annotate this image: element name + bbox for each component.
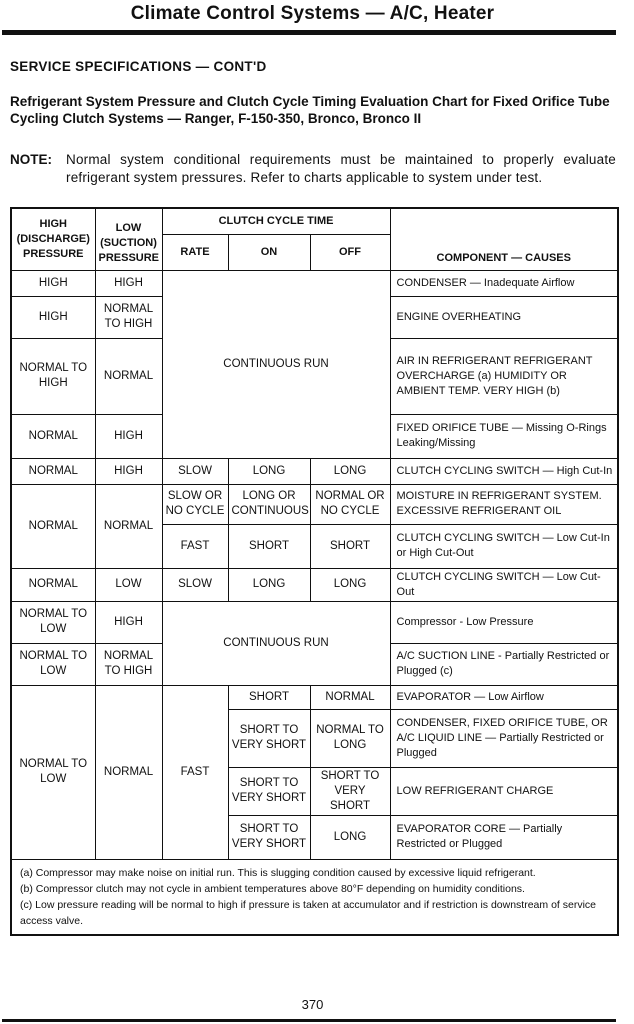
on-cell: SHORT TO VERY SHORT (228, 767, 310, 815)
high-pressure-cell: NORMAL TO LOW (11, 685, 95, 859)
header-off: OFF (310, 234, 390, 270)
evaluation-chart-table (10, 207, 619, 936)
cause-cell: CLUTCH CYCLING SWITCH — Low Cut-Out (390, 568, 618, 601)
on-cell: SHORT (228, 524, 310, 568)
section-heading: SERVICE SPECIFICATIONS — CONT'D (10, 59, 267, 74)
cause-cell: CONDENSER — Inadequate Airflow (390, 270, 618, 296)
header-low-pressure: LOW (SUCTION) PRESSURE (95, 208, 162, 270)
cause-cell: AIR IN REFRIGERANT REFRIGERANT OVERCHARGE (a) HUMIDITY OR AMBIENT TEMP. VERY HIGH (b) (390, 338, 618, 414)
low-pressure-cell: NORMAL (95, 484, 162, 568)
off-cell: NORMAL TO LONG (310, 709, 390, 767)
chart-heading: Refrigerant System Pressure and Clutch Cycle Timing Evaluation Chart for Fixed Orifice Tube Cycling Clutch Systems — Ranger, F-150-350, Bronco, Bronco II (10, 94, 610, 126)
high-pressure-cell: HIGH (11, 296, 95, 338)
high-pressure-cell: NORMAL (11, 458, 95, 484)
high-pressure-cell: NORMAL (11, 484, 95, 568)
high-pressure-cell: HIGH (11, 270, 95, 296)
off-cell: SHORT (310, 524, 390, 568)
high-pressure-cell: NORMAL TO LOW (11, 601, 95, 643)
off-cell: LONG (310, 458, 390, 484)
on-cell: LONG (228, 568, 310, 601)
rate-cell: SLOW OR NO CYCLE (162, 484, 228, 524)
table-row (11, 568, 618, 601)
on-cell: LONG OR CONTINUOUS (228, 484, 310, 524)
cause-cell: CLUTCH CYCLING SWITCH — Low Cut-In or High Cut-Out (390, 524, 618, 568)
footnote-b: (b) Compressor clutch may not cycle in ambient temperatures above 80°F depending on humidity conditions. (20, 882, 525, 895)
rate-cell: SLOW (162, 568, 228, 601)
cause-cell: CLUTCH CYCLING SWITCH — High Cut-In (390, 458, 618, 484)
low-pressure-cell: LOW (95, 568, 162, 601)
cause-cell: ENGINE OVERHEATING (390, 296, 618, 338)
rate-cell: FAST (162, 524, 228, 568)
on-cell: LONG (228, 458, 310, 484)
high-pressure-cell: NORMAL TO LOW (11, 643, 95, 685)
off-cell: NORMAL OR NO CYCLE (310, 484, 390, 524)
cause-cell: A/C SUCTION LINE - Partially Restricted or Plugged (c) (390, 643, 618, 685)
low-pressure-cell: NORMAL (95, 685, 162, 859)
table-row (11, 601, 618, 643)
off-cell: SHORT TO VERY SHORT (310, 767, 390, 815)
title-rule (2, 30, 616, 35)
bottom-rule (2, 1019, 616, 1022)
header-high-pressure: HIGH (DISCHARGE) PRESSURE (11, 208, 95, 270)
high-pressure-cell: NORMAL TO HIGH (11, 338, 95, 414)
low-pressure-cell: HIGH (95, 414, 162, 458)
rate-cell: SLOW (162, 458, 228, 484)
on-cell: SHORT (228, 685, 310, 709)
off-cell: LONG (310, 815, 390, 859)
note-text: Normal system conditional requirements must be maintained to properly evaluate refrigerant system pressures. Refer to charts applicable to system under test. (66, 152, 616, 185)
note-label: NOTE: (10, 152, 52, 167)
on-cell: SHORT TO VERY SHORT (228, 709, 310, 767)
high-pressure-cell: NORMAL (11, 568, 95, 601)
footnote-c: (c) Low pressure reading will be normal to high if pressure is taken at accumulator and if restriction is downstream of service access valve. (20, 898, 596, 927)
cause-cell: MOISTURE IN REFRIGERANT SYSTEM. EXCESSIVE REFRIGERANT OIL (390, 484, 618, 524)
table-row (11, 484, 618, 524)
page-number: 370 (301, 997, 324, 1012)
table-row (11, 270, 618, 296)
header-rate: RATE (162, 234, 228, 270)
off-cell: NORMAL (310, 685, 390, 709)
cause-cell: CONDENSER, FIXED ORIFICE TUBE, OR A/C LIQUID LINE — Partially Restricted or Plugged (390, 709, 618, 767)
cause-cell: Compressor - Low Pressure (390, 601, 618, 643)
off-cell: LONG (310, 568, 390, 601)
on-cell: SHORT TO VERY SHORT (228, 815, 310, 859)
low-pressure-cell: HIGH (95, 270, 162, 296)
low-pressure-cell: NORMAL TO HIGH (95, 296, 162, 338)
low-pressure-cell: HIGH (95, 601, 162, 643)
table-row (11, 458, 618, 484)
low-pressure-cell: NORMAL (95, 338, 162, 414)
low-pressure-cell: NORMAL TO HIGH (95, 643, 162, 685)
footnote-a: (a) Compressor may make noise on initial run. This is slugging condition caused by excessive liquid refrigerant. (20, 866, 536, 879)
rate-cell: FAST (162, 685, 228, 859)
footnotes-row (11, 859, 618, 935)
cause-cell: LOW REFRIGERANT CHARGE (390, 767, 618, 815)
footnotes (11, 859, 618, 935)
high-pressure-cell: NORMAL (11, 414, 95, 458)
continuous-run-cell: CONTINUOUS RUN (162, 270, 390, 458)
header-component-causes: COMPONENT — CAUSES (390, 208, 618, 270)
table-row (11, 685, 618, 709)
cause-cell: EVAPORATOR CORE — Partially Restricted or Plugged (390, 815, 618, 859)
low-pressure-cell: HIGH (95, 458, 162, 484)
header-on: ON (228, 234, 310, 270)
header-clutch-cycle-time: CLUTCH CYCLE TIME (162, 208, 390, 234)
cause-cell: EVAPORATOR — Low Airflow (390, 685, 618, 709)
continuous-run-cell: CONTINUOUS RUN (162, 601, 390, 685)
page-title: Climate Control Systems — A/C, Heater (130, 3, 495, 24)
cause-cell: FIXED ORIFICE TUBE — Missing O-Rings Leaking/Missing (390, 414, 618, 458)
